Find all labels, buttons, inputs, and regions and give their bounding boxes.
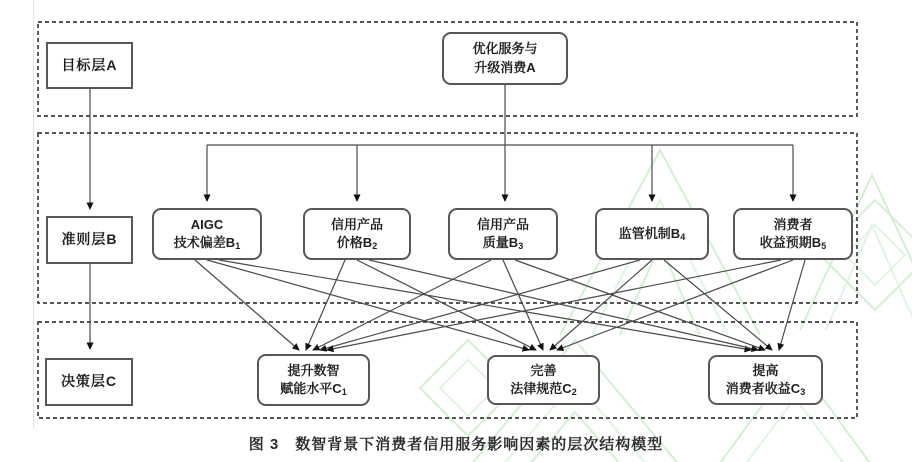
criteria-b1-line1: AIGC [190, 216, 224, 232]
decision-c1-line2: 赋能水平$C_1$ [280, 381, 347, 397]
decision-c3-line1: 提高 [752, 362, 779, 378]
criteria-b2-line1: 信用产品 [330, 216, 383, 232]
decision-c3-line2: 消费者收益$C_3$ [725, 381, 806, 397]
goal-box-line1: 优化服务与 [472, 41, 538, 57]
criteria-box-b1 [152, 208, 262, 260]
criteria-b1-line2: 技术偏差$B_1$ [173, 235, 241, 251]
goal-box-a [442, 32, 568, 85]
decision-box-c1 [257, 354, 370, 406]
criteria-b3-line1: 信用产品 [476, 216, 529, 232]
criteria-layer-label: 准则层B [61, 231, 118, 248]
criteria-box-b3 [448, 208, 558, 260]
decision-c2-line1: 完善 [530, 362, 557, 378]
criteria-b5-line2: 收益预期$B_5$ [759, 235, 827, 251]
decision-layer-label: 决策层C [60, 373, 118, 390]
criteria-box-b5 [733, 208, 853, 260]
page-edge-line [33, 0, 34, 428]
figure-caption: 图 3 数智背景下消费者信用服务影响因素的层次结构模型 [248, 436, 664, 453]
criteria-box-b4 [595, 208, 709, 260]
criteria-b4-line1: 监管机制$B_4$ [618, 225, 686, 242]
goal-to-criteria-connectors [207, 85, 793, 201]
decision-layer-label-box [45, 358, 133, 406]
criteria-b3-line2: 质量$B_3$ [482, 235, 524, 251]
decision-c2-line2: 法律规范$C_2$ [510, 381, 577, 397]
criteria-layer-label-box [46, 216, 133, 264]
criteria-box-b2 [303, 208, 411, 260]
goal-layer-label-box [46, 42, 133, 89]
goal-box-line2: 升级消费A [474, 59, 536, 75]
decision-box-c2 [487, 355, 600, 405]
decision-c1-line1: 提升数智 [287, 362, 340, 378]
criteria-b5-line1: 消费者 [773, 216, 813, 232]
criteria-b2-line2: 价格$B_2$ [336, 235, 378, 251]
goal-layer-label: 目标层A [61, 56, 118, 73]
decision-box-c3 [708, 355, 823, 405]
